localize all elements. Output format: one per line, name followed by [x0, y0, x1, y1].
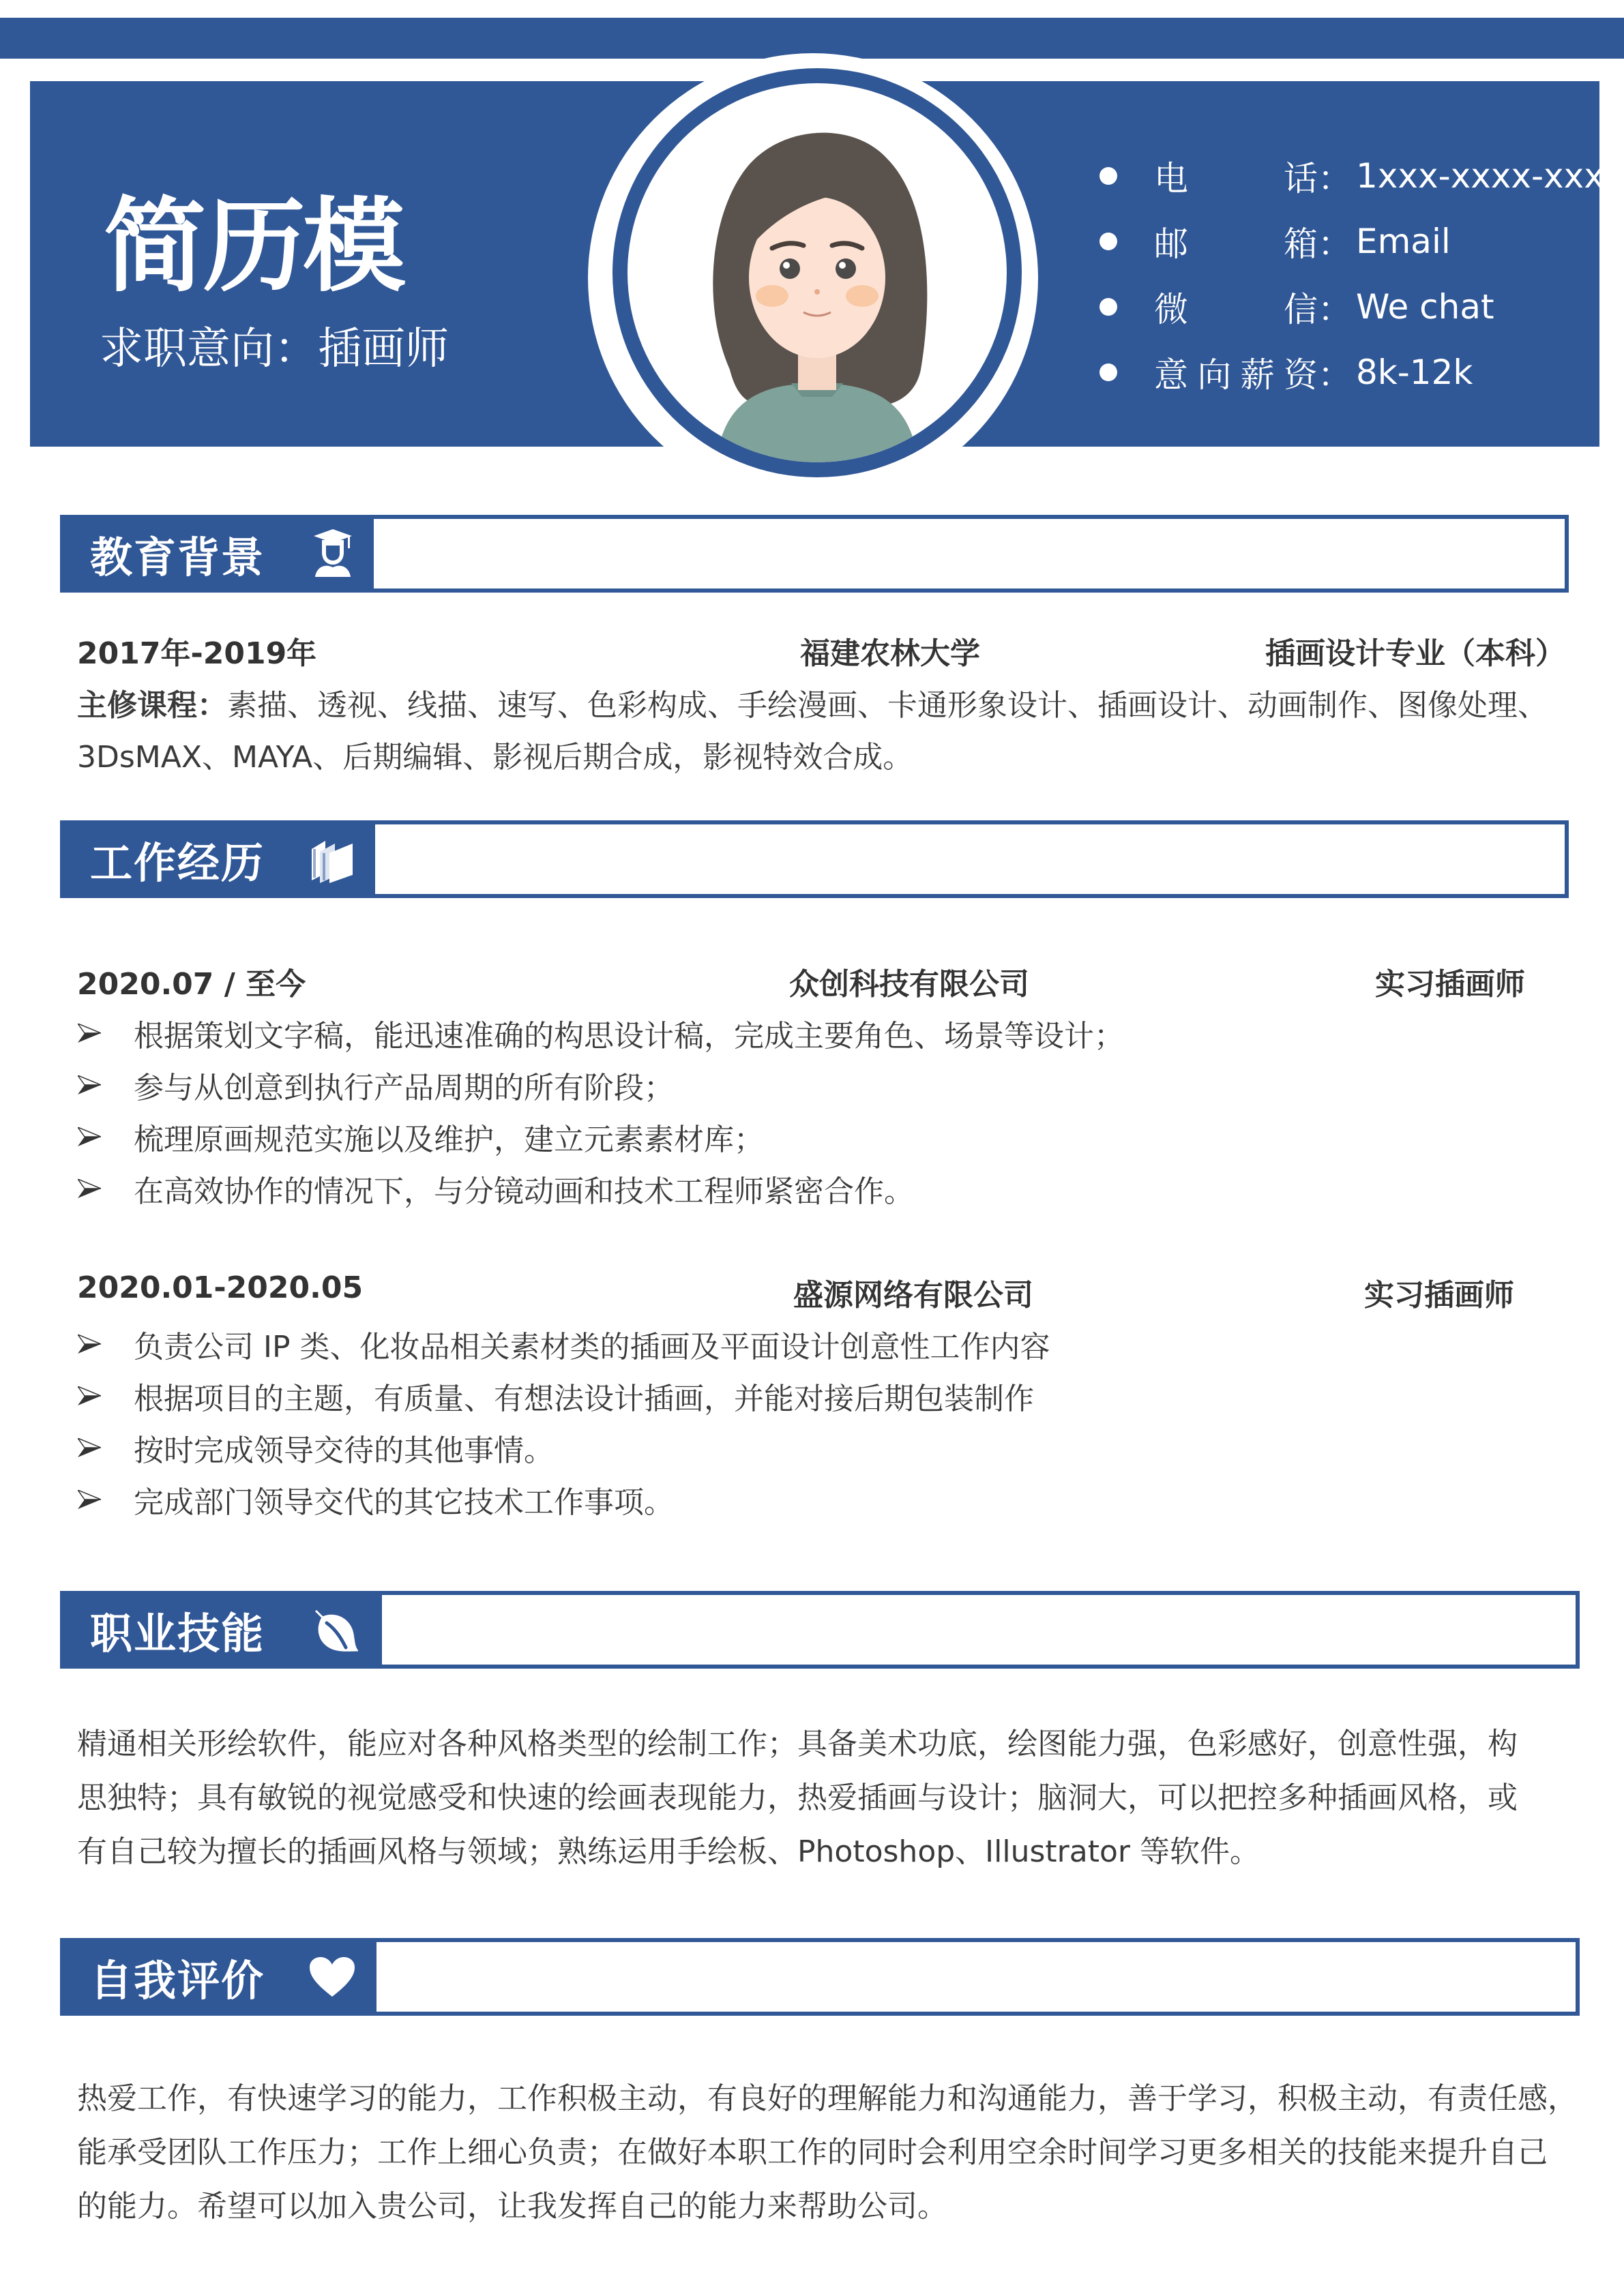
contact-value: 8k-12k — [1356, 353, 1473, 392]
duty-item: 根据项目的主题，有质量、有想法设计插画，并能对接后期包装制作 — [61, 1374, 1034, 1418]
job-role: 实习插画师 — [1364, 1278, 1514, 1313]
courses-label: 主修课程： — [77, 688, 227, 723]
duty-item: 在高效协作的情况下，与分镜动画和技术工程师紧密合作。 — [61, 1167, 914, 1210]
section-title: 自我评价 — [90, 1955, 265, 2006]
contact-label: 意向薪资 — [1154, 355, 1318, 395]
duty-item: 参与从创意到执行产品周期的所有阶段； — [61, 1063, 674, 1107]
job-role: 实习插画师 — [1375, 967, 1525, 1002]
top-accent-bar — [0, 18, 1624, 59]
skills-paragraph: 精通相关形绘软件，能应对各种风格类型的绘制工作；具备美术功底，绘图能力强，色彩感好，创意性强，构 思独特；具有敏锐的视觉感受和快速的绘画表现能力，热爱插画与设计；脑洞大，可以把控多种插画风格，或 有自己较为擅长的插画风格与领域；熟练运用手绘板、Photoshop、Illustrator 等软件。 — [77, 1727, 1518, 1869]
arrow-bullet-icon — [78, 1075, 101, 1094]
education-header — [60, 515, 374, 593]
bullet-dot-icon — [1099, 298, 1117, 316]
contact-phone: 电话 ： 1xxx-xxxx-xxx — [1099, 151, 1604, 200]
avatar — [628, 83, 1007, 462]
resume-name: 简历模 — [104, 188, 403, 306]
edu-major: 插画设计专业（本科） — [1265, 636, 1565, 671]
contact-email: 邮箱 ： Email — [1099, 217, 1451, 266]
duty-item: 按时完成领导交待的其他事情。 — [61, 1426, 554, 1470]
edu-period: 2017年-2019年 — [77, 636, 317, 671]
arrow-bullet-icon — [78, 1386, 101, 1405]
contact-label: 电话 — [1154, 159, 1318, 198]
duty-item: 完成部门领导交代的其它技术工作事项。 — [61, 1478, 674, 1521]
arrow-bullet-icon — [78, 1335, 101, 1354]
duty-item: 负责公司 IP 类、化妆品相关素材类的插画及平面设计创意性工作内容 — [61, 1322, 1050, 1366]
section-title: 教育背景 — [90, 532, 265, 582]
arrow-bullet-icon — [78, 1179, 101, 1198]
edu-courses-line2: 3DsMAX、MAYA、后期编辑、影视后期合成，影视特效合成。 — [77, 740, 913, 775]
avatar-illustration-icon — [628, 83, 1007, 462]
job-period: 2020.07 / 至今 — [77, 967, 306, 1002]
graduate-icon — [309, 526, 357, 581]
self-eval-paragraph: 热爱工作，有快速学习的能力，工作积极主动，有良好的理解能力和沟通能力，善于学习，积极主动，有责任感， 能承受团队工作压力；工作上细心负责；在做好本职工作的同时会利用空余时间学习更多相关的技能来提升自己 的能力。希望可以加入贵公司，让我发挥自己的能力来帮助公司。 — [77, 2081, 1578, 2224]
section-title: 工作经历 — [90, 837, 265, 888]
bullet-dot-icon — [1099, 167, 1117, 185]
job-intent: 求职意向：插画师 — [100, 324, 449, 374]
job-period: 2020.01-2020.05 — [77, 1270, 364, 1305]
arrow-bullet-icon — [78, 1127, 101, 1146]
bullet-dot-icon — [1099, 363, 1117, 381]
contact-label: 邮箱 — [1154, 224, 1318, 264]
job-company: 盛源网络有限公司 — [793, 1278, 1033, 1313]
edu-courses-line1: 主修课程：素描、透视、线描、速写、色彩构成、手绘漫画、卡通形象设计、插画设计、动画制作、图像处理、 — [77, 688, 1548, 723]
skills-header — [60, 1591, 382, 1669]
duty-item: 根据策划文字稿，能迅速准确的构思设计稿，完成主要角色、场景等设计； — [61, 1011, 1124, 1055]
arrow-bullet-icon — [78, 1438, 101, 1457]
leaf-icon — [311, 1602, 359, 1657]
edu-school: 福建农林大学 — [800, 636, 980, 671]
arrow-bullet-icon — [78, 1490, 101, 1509]
contact-value: Email — [1356, 222, 1451, 261]
heart-icon — [308, 1950, 356, 2004]
duty-item: 梳理原画规范实施以及维护，建立元素素材库； — [61, 1115, 764, 1159]
contact-label: 微信 — [1154, 290, 1318, 329]
self-eval-header — [60, 1938, 377, 2016]
arrow-bullet-icon — [78, 1024, 101, 1043]
section-title: 职业技能 — [90, 1608, 265, 1658]
work-header — [60, 820, 375, 898]
bullet-dot-icon — [1099, 233, 1117, 250]
contact-wechat: 微信 ： We chat — [1099, 282, 1494, 331]
contact-salary: 意向薪资 ： 8k-12k — [1099, 348, 1473, 397]
books-icon — [309, 832, 357, 886]
contact-value: 1xxx-xxxx-xxx — [1356, 156, 1604, 196]
contact-value: We chat — [1356, 287, 1494, 327]
job-company: 众创科技有限公司 — [789, 967, 1029, 1002]
